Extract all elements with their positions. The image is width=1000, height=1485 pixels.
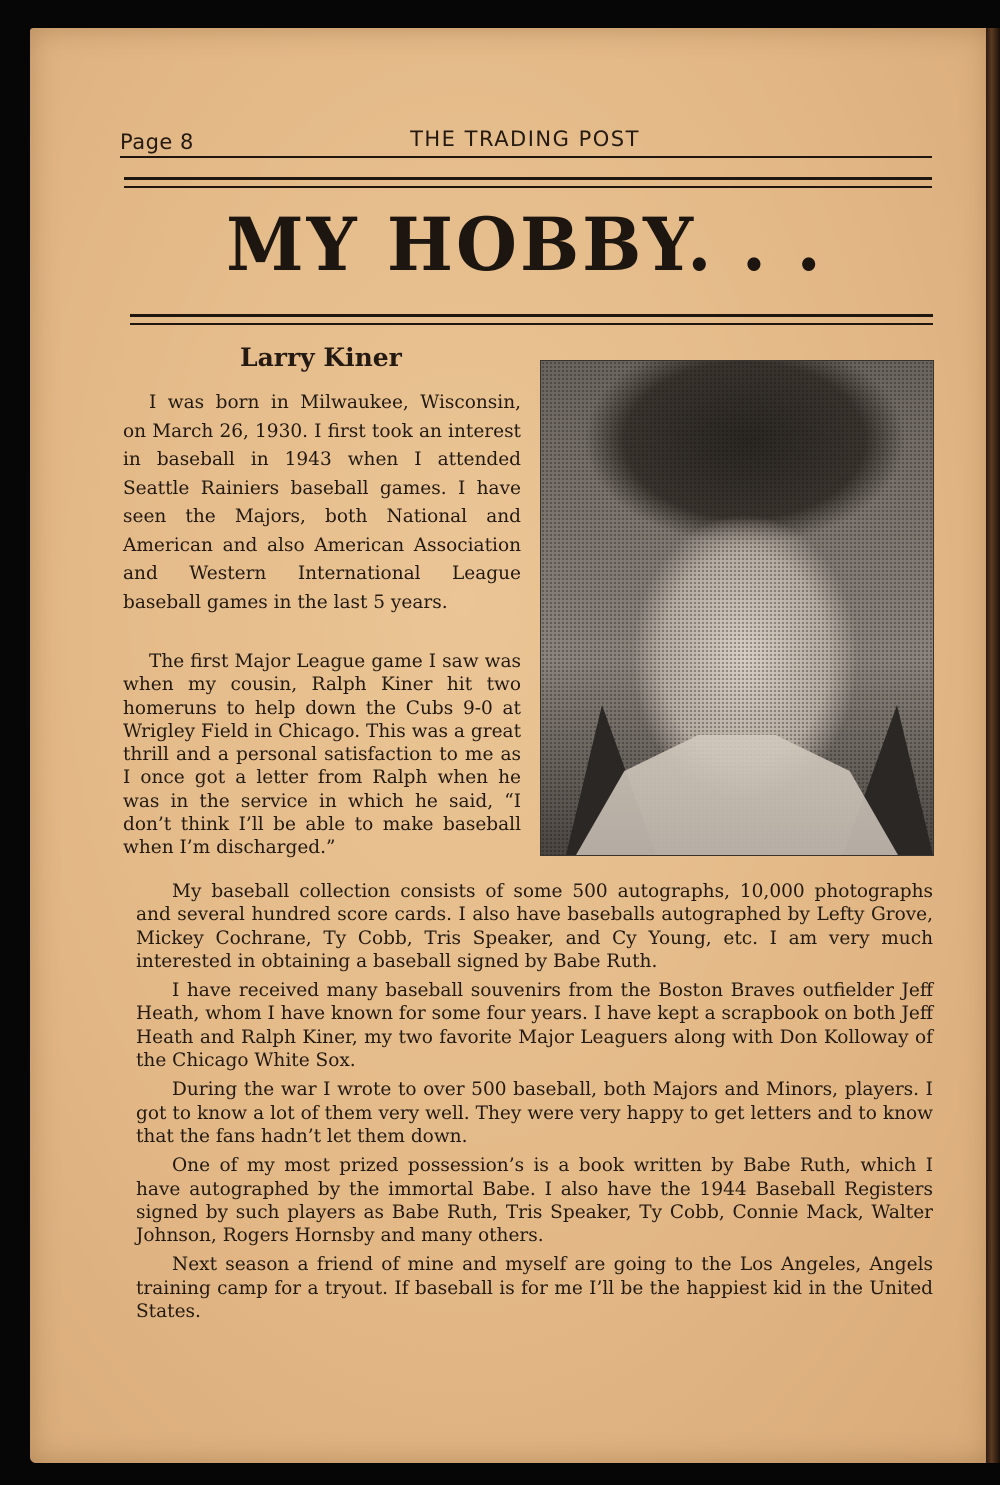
photo-shirt (576, 735, 898, 855)
article-body-text (136, 880, 933, 1323)
page-binding-edge (986, 28, 1000, 1463)
header-rule-double-top (124, 177, 932, 180)
article-headline: MY HOBBY. . . (226, 200, 824, 289)
page-number: Page 8 (120, 130, 194, 154)
article-paragraph-6: One of my most prized possession’s is a book written by Babe Ruth, which I have autographed by the immortal Babe. I also have the 1944 Baseball Registers signed by such players as Babe Ruth, Tris Speaker, Ty Cobb, Connie Mack, Walter Johnson, Rogers Hornsby and many others. (136, 1155, 933, 1247)
article-column-text (123, 389, 521, 617)
header-rule-thin (120, 156, 932, 158)
article-paragraph-2: The first Major League game I saw was when my cousin, Ralph Kiner hit two homeruns to help down the Cubs 9-0 at Wrigley Field in Chicago. This was a great thrill and a personal satisfaction to me as I once got a letter from Ralph when he was in the service in which he said, “I don’t think I’ll be able to make baseball when I’m discharged.” (123, 651, 521, 859)
headline-rule-top (130, 314, 933, 317)
article-paragraph-1: I was born in Milwaukee, Wisconsin, on March 26, 1930. I first took an interest in baseball in 1943 when I attended Seattle Rainiers baseball games. I have seen the Majors, both National and American and also American Association and Western International League baseball games in the last 5 years. (123, 392, 521, 613)
portrait-photo (540, 360, 934, 856)
header-rule-double-bottom (124, 186, 932, 188)
article-paragraph-3: My baseball collection consists of some 500 autographs, 10,000 photographs and several hundred score cards. I also have baseballs autographed by Lefty Grove, Mickey Cochrane, Ty Cobb, Tris Speaker, and Cy Young, etc. I am very much interested in obtaining a baseball signed by Babe Ruth. (136, 881, 933, 972)
headline-rule-bottom (130, 323, 933, 325)
publication-title: THE TRADING POST (410, 127, 640, 151)
article-column-text-2 (123, 650, 521, 860)
article-paragraph-7: Next season a friend of mine and myself are going to the Los Angeles, Angels training camp for a tryout. If baseball is for me I’ll be the happiest kid in the United States. (136, 1254, 933, 1323)
article-paragraph-5: During the war I wrote to over 500 baseball, both Majors and Minors, players. I got to know a lot of them very well. They were very happy to get letters and to know that the fans hadn’t let them down. (136, 1079, 933, 1147)
author-byline: Larry Kiner (240, 343, 402, 372)
article-paragraph-4: I have received many baseball souvenirs from the Boston Braves outfielder Jeff Heath, whom I have known for some four years. I have kept a scrapbook on both Jeff Heath and Ralph Kiner, my two favorite Major Leaguers along with Don Kolloway of the Chicago White Sox. (136, 980, 933, 1072)
